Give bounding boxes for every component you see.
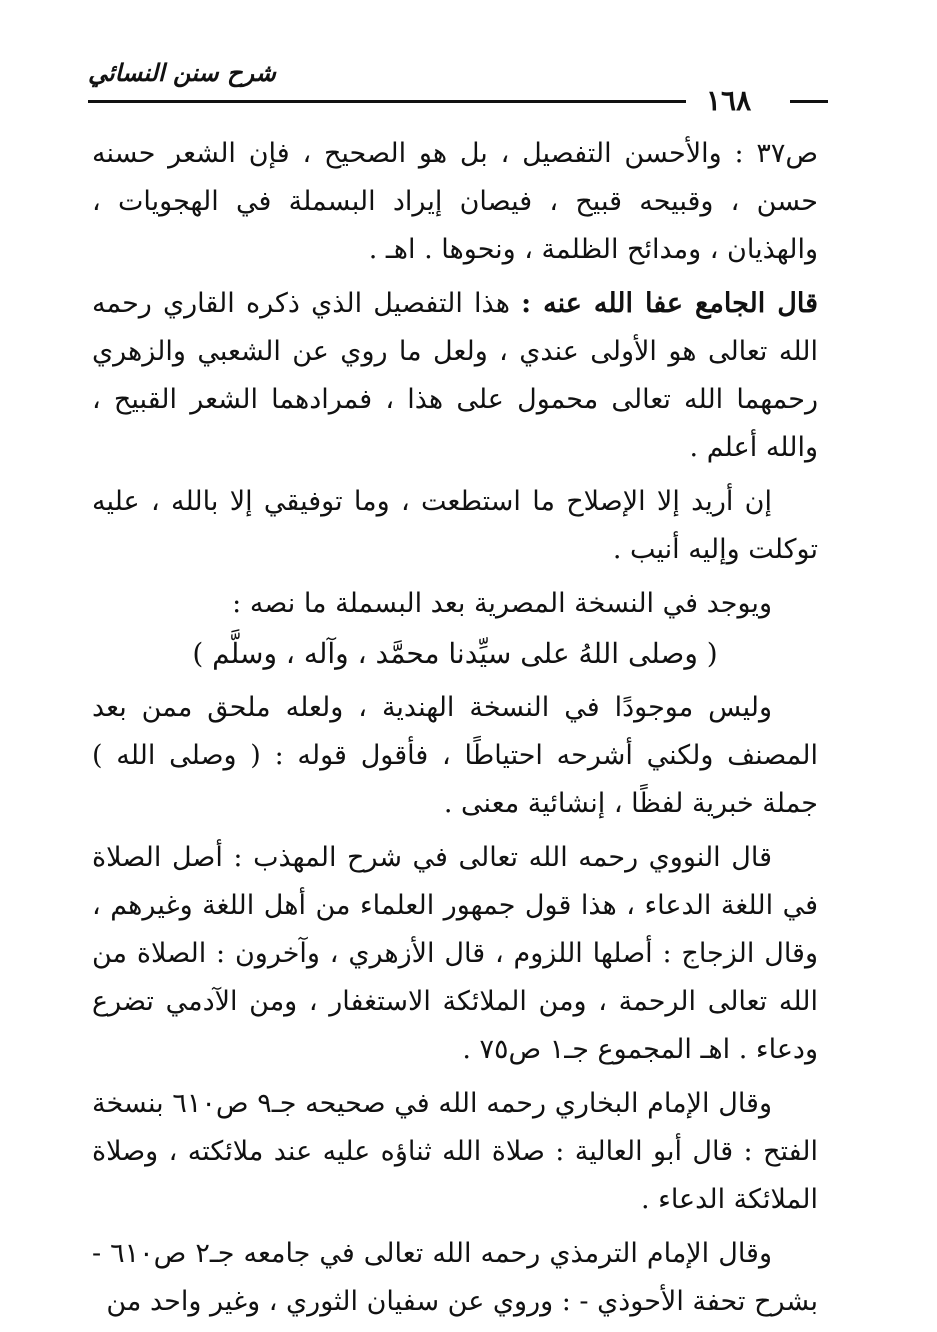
paragraph-4 [92,580,818,628]
paragraph-7 [92,1080,818,1224]
paragraph-6-text: قال النووي رحمه الله تعالى في شرح المهذب : أصل الصلاة في اللغة الدعاء ، هذا قول جمهور العلماء من أهل اللغة وغيرهم ، وقال الزجاج : أصلها اللزوم ، قال الأزهري ، وآخرون : الصلاة من الله تعالى الرحمة ، ومن الملائكة الاستغفار ، ومن الآدمي تضرع ودعاء . اهـ المجموع جـ١ ص٧٥ . [92,842,818,1065]
paragraph-3 [92,478,818,574]
paragraph-1-text: ص٣٧ : والأحسن التفصيل ، بل هو الصحيح ، فإن الشعر حسنه حسن ، وقبيحه قبيح ، فيصان إيراد البسملة في الهجويات ، والهذيان ، ومدائح الظلمة ، ونحوها . اهـ . [92,138,818,265]
paragraph-8-text: وقال الإمام الترمذي رحمه الله تعالى في جامعه جـ٢ ص٦١٠ - بشرح تحفة الأحوذي - : وروي عن سفيان الثوري ، وغير واحد من [92,1238,818,1317]
running-title: شرح سنن النسائي [88,58,276,87]
paragraph-4-text: ويوجد في النسخة المصرية بعد البسملة ما نصه : [232,588,772,619]
quoted-phrase-text: ( وصلى اللهُ على سيِّدنا محمَّد ، وآله ، وسلَّم ) [192,637,718,670]
paragraph-2 [92,280,818,472]
page-number-dash [790,100,828,103]
body-text [92,130,818,1332]
paragraph-2-lead: قال الجامع عفا الله عنه : [521,288,818,319]
quoted-phrase [92,630,818,678]
paragraph-5-text: وليس موجودًا في النسخة الهندية ، ولعله ملحق ممن بعد المصنف ولكني أشرحه احتياطًا ، فأقول قوله : ( وصلى الله ) جملة خبرية لفظًا ، إنشائية معنى . [92,692,818,819]
page-number: ١٦٨ [706,84,752,117]
header-rule [88,100,686,103]
paragraph-3-text: إن أريد إلا الإصلاح ما استطعت ، وما توفيقي إلا بالله ، عليه توكلت وإليه أنيب . [92,486,818,565]
paragraph-8 [92,1230,818,1326]
paragraph-2-text: هذا التفصيل الذي ذكره القاري رحمه الله تعالى هو الأولى عندي ، ولعل ما روي عن الشعبي والزهري رحمهما الله تعالى محمول على هذا ، فمرادهما الشعر القبيح ، والله أعلم . [92,288,818,463]
paragraph-6 [92,834,818,1074]
paragraph-7-text: وقال الإمام البخاري رحمه الله في صحيحه جـ٩ ص٦١٠ بنسخة الفتح : قال أبو العالية : صلاة الله ثناؤه عليه عند ملائكته ، وصلاة الملائكة الدعاء . [92,1088,818,1215]
paragraph-1 [92,130,818,274]
paragraph-5 [92,684,818,828]
